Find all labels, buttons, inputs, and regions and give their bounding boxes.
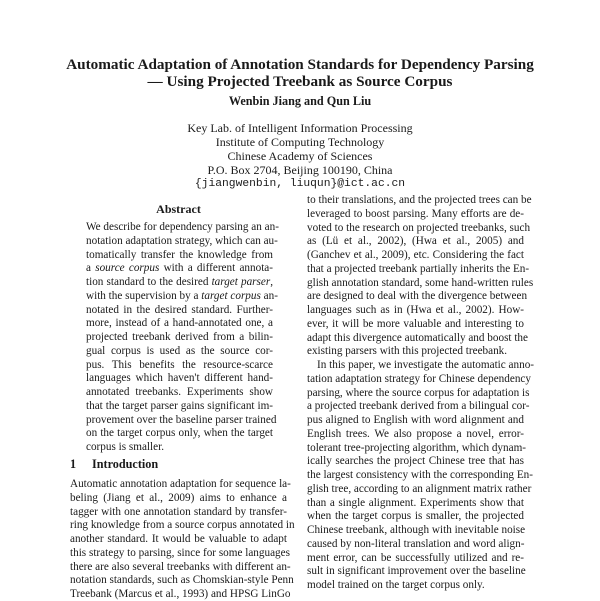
text-line: tomatically transfer the knowledge from bbox=[86, 248, 273, 261]
text-line: to their translations, and the projected trees can be bbox=[307, 194, 532, 206]
text-line: notated in the desired standard. Further- bbox=[86, 303, 273, 316]
section-number: 1 bbox=[70, 457, 77, 471]
text-line: another standard. It would be valuable to adapt bbox=[70, 533, 287, 545]
text-line: as (Lü et al., 2002), (Hwa et al., 2005) and bbox=[307, 235, 524, 248]
text-line: when the target corpus is smaller, the projected bbox=[307, 510, 524, 523]
author-email: {jiangwenbin, liuqun}@ict.ac.cn bbox=[194, 178, 406, 190]
text-line: provement over the baseline parser trained bbox=[86, 413, 277, 426]
text-line: more, instead of a hand-annotated one, a bbox=[86, 317, 273, 330]
text-line: (Ganchev et al., 2009), etc. Considering the fact bbox=[307, 249, 524, 261]
text-line: In this paper, we investigate the automatic anno- bbox=[317, 359, 535, 371]
text-line: model trained on the target corpus only. bbox=[307, 579, 485, 591]
text-line: than a single alignment. Experiments show that bbox=[307, 496, 524, 509]
text-line: notation adaptation strategy, which can au- bbox=[86, 234, 278, 247]
text-line: notation standards, such as Chomskian-style Penn bbox=[70, 574, 294, 587]
text-line: Automatic annotation adaptation for sequence la- bbox=[70, 478, 291, 490]
text-line: languages which haven't different hand- bbox=[86, 372, 273, 385]
text-segment: with a different annota- bbox=[159, 262, 273, 275]
text-line: are designed to deal with the divergence between bbox=[307, 290, 528, 303]
text-line: sult in significant improvement over the baseline bbox=[307, 565, 526, 578]
text-segment: an- bbox=[260, 289, 278, 302]
emphasized-term: target corpus bbox=[201, 289, 261, 302]
text-line: voted to the research on projected treebanks, such bbox=[307, 221, 531, 234]
text-line: tation adaptation strategy for Chinese dependency bbox=[307, 372, 531, 385]
text-line: there are also several treebanks with different an- bbox=[70, 560, 291, 573]
text-line: ment error, can be successfully utilized and re- bbox=[307, 551, 524, 564]
text-segment: a bbox=[86, 262, 96, 275]
emphasized-term: source corpus bbox=[95, 262, 160, 275]
text-line: pus. This benefits the resource-scarce bbox=[86, 358, 273, 371]
section-heading-introduction bbox=[70, 457, 158, 472]
text-line: ever, it will be more valuable and interesting to bbox=[307, 317, 524, 330]
affiliation-line: Key Lab. of Intelligent Information Processing bbox=[187, 121, 413, 135]
text-line: beling (Jiang et al., 2009) aims to enhance a bbox=[70, 491, 287, 504]
text-segment: tion standard to the desired bbox=[86, 276, 212, 288]
affiliation-line: Chinese Academy of Sciences bbox=[227, 149, 373, 163]
text-line: annotated treebanks. Experiments show bbox=[86, 386, 273, 398]
text-line: that a projected treebank partially inherits the En- bbox=[307, 262, 530, 275]
text-line bbox=[86, 276, 273, 289]
text-line: pus aligned to English with word alignment and bbox=[307, 414, 524, 426]
text-line: caused by non-literal translation and word align- bbox=[307, 537, 525, 550]
text-line: tolerant tree-projecting algorithm, which dynam- bbox=[307, 441, 527, 454]
text-line: ring knowledge from a source corpus annotated in bbox=[70, 519, 295, 532]
text-line: gual corpus is used as the source cor- bbox=[86, 344, 273, 357]
text-line: ically searches the project Chinese tree that has bbox=[307, 455, 524, 468]
text-line: the largest consistency with the corresponding En- bbox=[307, 469, 533, 481]
text-line: glish annotation standard, some hand-written rules bbox=[307, 276, 534, 289]
text-line: We describe for dependency parsing an an- bbox=[86, 221, 279, 233]
affiliation-line: Institute of Computing Technology bbox=[215, 135, 385, 149]
section-title: Introduction bbox=[92, 457, 159, 471]
text-line: on the target corpus only, when the target bbox=[86, 427, 273, 440]
text-line: Chinese treebank, although with inevitable noise bbox=[307, 524, 526, 536]
text-line: a projected treebank derived from a bilingual cor- bbox=[307, 400, 530, 413]
abstract-heading: Abstract bbox=[156, 202, 201, 216]
text-segment: with the supervision by a bbox=[86, 289, 202, 302]
text-line: parsing, where the source corpus for adaptation is bbox=[307, 386, 530, 399]
authors: Wenbin Jiang and Qun Liu bbox=[228, 94, 372, 108]
text-line: glish tree, according to an alignment matrix rather bbox=[307, 482, 532, 495]
text-line: leveraged to boost parsing. Many efforts are de- bbox=[307, 207, 524, 220]
emphasized-term: target parser bbox=[211, 276, 271, 288]
paper-title-line-2: — Using Projected Treebank as Source Corpus bbox=[147, 73, 453, 90]
text-line: English trees. We also propose a novel, error- bbox=[307, 427, 524, 440]
affiliation-line: P.O. Box 2704, Beijing 100190, China bbox=[207, 163, 393, 177]
text-line: that the target parser gains significant im- bbox=[86, 399, 273, 412]
text-segment: , bbox=[270, 276, 273, 288]
text-line: languages such as in (Hwa et al., 2002). How- bbox=[307, 304, 524, 316]
text-line bbox=[86, 262, 273, 275]
text-line: corpus is smaller. bbox=[86, 441, 164, 453]
text-line: adapt this divergence automatically and boost the bbox=[307, 331, 528, 344]
text-line bbox=[86, 289, 278, 303]
text-line: this strategy to parsing, since for some languages bbox=[70, 546, 290, 559]
text-line: projected treebank derived from a bilin- bbox=[86, 331, 273, 343]
paper-title-line-1: Automatic Adaptation of Annotation Standards for Dependency Parsing bbox=[66, 56, 534, 73]
text-line: tagger with one annotation standard by transfer- bbox=[70, 505, 287, 518]
text-line: Treebank (Marcus et al., 1993) and HPSG LinGo bbox=[70, 588, 291, 600]
text-line: existing parsers with this projected treebank. bbox=[307, 345, 508, 358]
